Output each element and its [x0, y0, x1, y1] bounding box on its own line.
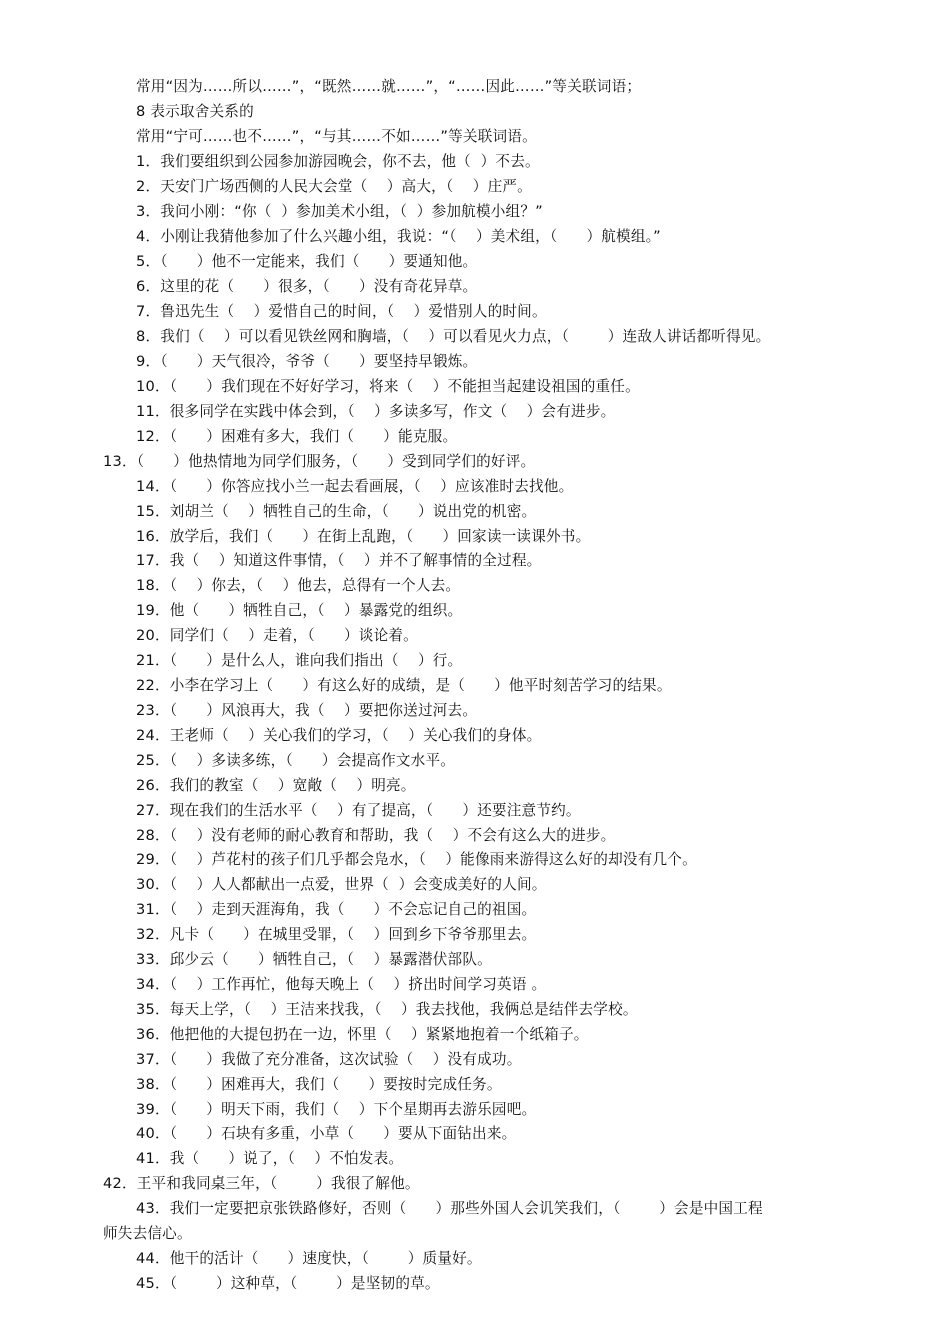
exercise-item: 38．（ ）困难再大，我们（ ）要按时完成任务。 — [136, 1076, 502, 1093]
exercise-item: 8．我们（ ）可以看见铁丝网和胸墙，（ ）可以看见火力点，（ ）连敌人讲话都听得见。 — [136, 328, 771, 345]
exercise-item: 33．邱少云（ ）牺牲自己，（ ）暴露潜伏部队。 — [136, 951, 492, 968]
exercise-item: 4．小刚让我猜他参加了什么兴趣小组，我说：“（ ）美术组，（ ）航模组。” — [136, 228, 661, 245]
exercise-item: 35．每天上学，（ ）王洁来找我，（ ）我去找他，我俩总是结伴去学校。 — [136, 1001, 638, 1018]
exercise-item: 30．（ ）人人都献出一点爱，世界（ ）会变成美好的人间。 — [136, 876, 547, 893]
exercise-item: 41．我（ ）说了，（ ）不怕发表。 — [136, 1150, 404, 1167]
exercise-item: 40．（ ）石块有多重，小草（ ）要从下面钻出来。 — [136, 1125, 517, 1142]
exercise-item: 22．小李在学习上（ ）有这么好的成绩，是（ ）他平时刻苦学习的结果。 — [136, 677, 672, 694]
exercise-item: 15．刘胡兰（ ）牺牲自己的生命，（ ）说出党的机密。 — [136, 503, 537, 520]
exercise-item: 1．我们要组织到公园参加游园晚会，你不去，他（ ）不去。 — [136, 153, 540, 170]
exercise-item: 7．鲁迅先生（ ）爱惜自己的时间，（ ）爱惜别人的时间。 — [136, 303, 547, 320]
exercise-item: 9．（ ）天气很冷，爷爷（ ）要坚持早锻炼。 — [136, 353, 478, 370]
exercise-item: 28．（ ）没有老师的耐心教育和帮助，我（ ）不会有这么大的进步。 — [136, 827, 616, 844]
exercise-item: 18．（ ）你去，（ ）他去，总得有一个人去。 — [136, 577, 461, 594]
exercise-item: 5．（ ）他不一定能来，我们（ ）要通知他。 — [136, 253, 478, 270]
exercise-item: 39．（ ）明天下雨，我们（ ）下个星期再去游乐园吧。 — [136, 1101, 537, 1118]
exercise-item: 16．放学后，我们（ ）在街上乱跑，（ ）回家读一读课外书。 — [136, 528, 591, 545]
exercise-item: 20．同学们（ ）走着，（ ）谈论着。 — [136, 627, 418, 644]
exercise-item: 34．（ ）工作再忙，他每天晚上（ ）挤出时间学习英语 。 — [136, 976, 547, 993]
exercise-item: 13．（ ）他热情地为同学们服务，（ ）受到同学们的好评。 — [103, 453, 536, 470]
exercise-item: 29．（ ）芦花村的孩子们几乎都会凫水，（ ）能像雨来游得这么好的却没有几个。 — [136, 851, 697, 868]
exercise-item-continuation: 师失去信心。 — [103, 1225, 192, 1242]
exercise-item: 12．（ ）困难有多大，我们（ ）能克服。 — [136, 428, 458, 445]
exercise-item: 10．（ ）我们现在不好好学习，将来（ ）不能担当起建设祖国的重任。 — [136, 378, 640, 395]
intro-line: 8 表示取舍关系的 — [136, 103, 254, 120]
exercise-item: 14．（ ）你答应找小兰一起去看画展，（ ）应该准时去找他。 — [136, 478, 574, 495]
exercise-item: 23．（ ）风浪再大，我（ ）要把你送过河去。 — [136, 702, 478, 719]
exercise-item: 45．（ ）这种草，（ ）是坚韧的草。 — [136, 1275, 440, 1292]
exercise-item: 37．（ ）我做了充分准备，这次试验（ ）没有成功。 — [136, 1051, 522, 1068]
exercise-item: 25．（ ）多读多练，（ ）会提高作文水平。 — [136, 752, 456, 769]
exercise-item: 32．凡卡（ ）在城里受罪，（ ）回到乡下爷爷那里去。 — [136, 926, 537, 943]
exercise-item: 21．（ ）是什么人，谁向我们指出（ ）行。 — [136, 652, 463, 669]
exercise-item: 26．我们的教室（ ）宽敞（ ）明亮。 — [136, 777, 416, 794]
exercise-item: 17．我（ ）知道这件事情，（ ）并不了解事情的全过程。 — [136, 552, 542, 569]
exercise-item: 43．我们一定要把京张铁路修好，否则（ ）那些外国人会讥笑我们，（ ）会是中国工程 — [136, 1200, 763, 1217]
intro-line: 常用“宁可……也不……”，“与其……不如……”等关联词语。 — [136, 128, 537, 145]
exercise-item: 44．他干的活计（ ）速度快，（ ）质量好。 — [136, 1250, 482, 1267]
exercise-item: 42．王平和我同桌三年，（ ）我很了解他。 — [103, 1175, 420, 1192]
exercise-item: 31．（ ）走到天涯海角，我（ ）不会忘记自己的祖国。 — [136, 901, 537, 918]
exercise-item: 2．天安门广场西侧的人民大会堂（ ）高大，（ ）庄严。 — [136, 178, 532, 195]
exercise-item: 3．我问小刚：“你（ ）参加美术小组，（ ）参加航模小组？” — [136, 203, 543, 220]
exercise-item: 6．这里的花（ ）很多，（ ）没有奇花异草。 — [136, 278, 478, 295]
exercise-item: 36．他把他的大提包扔在一边，怀里（ ）紧紧地抱着一个纸箱子。 — [136, 1026, 589, 1043]
exercise-item: 24．王老师（ ）关心我们的学习，（ ）关心我们的身体。 — [136, 727, 542, 744]
exercise-item: 11．很多同学在实践中体会到，（ ）多读多写，作文（ ）会有进步。 — [136, 403, 616, 420]
intro-line: 常用“因为……所以……”，“既然……就……”，“……因此……”等关联词语； — [136, 78, 642, 95]
exercise-item: 27．现在我们的生活水平（ ）有了提高，（ ）还要注意节约。 — [136, 802, 581, 819]
exercise-item: 19．他（ ）牺牲自己，（ ）暴露党的组织。 — [136, 602, 463, 619]
